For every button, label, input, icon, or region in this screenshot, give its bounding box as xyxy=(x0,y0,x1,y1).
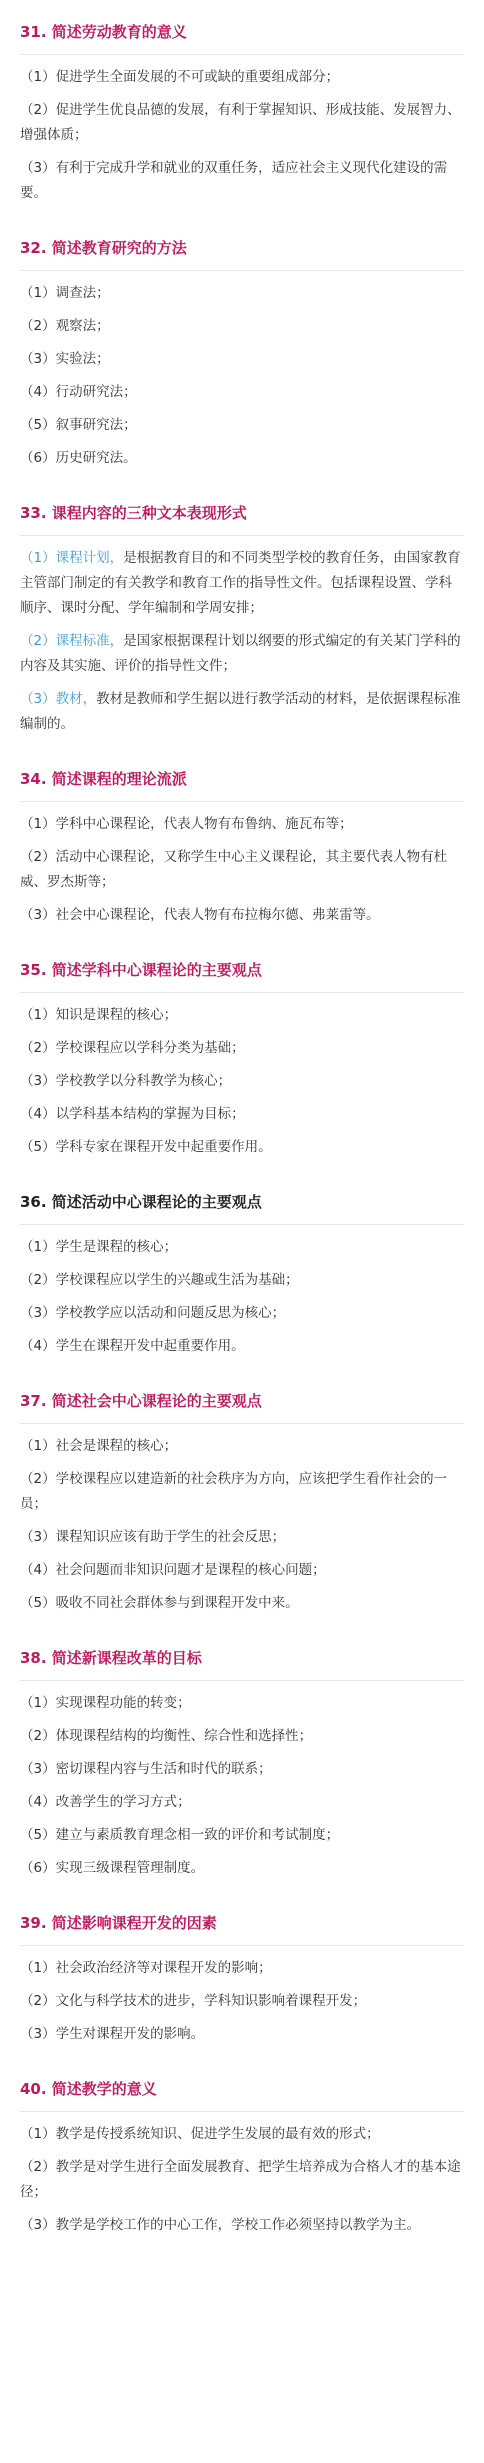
section-header xyxy=(20,1377,464,1424)
answer-item xyxy=(20,1003,464,1028)
answer-item-text: （3）学校教学应以活动和问题反思为核心； xyxy=(20,1305,286,1321)
answer-item xyxy=(20,380,464,405)
question-section xyxy=(20,8,464,206)
answer-item-text: （1）促进学生全面发展的不可或缺的重要组成部分； xyxy=(20,69,340,85)
answer-item xyxy=(20,1069,464,1094)
answer-item-text: （3）学校教学以分科教学为核心； xyxy=(20,1073,232,1089)
section-header xyxy=(20,2065,464,2112)
answer-item xyxy=(20,903,464,928)
answer-item-text: （1）教学是传授系统知识、促进学生发展的最有效的形式； xyxy=(20,2126,380,2142)
answer-item xyxy=(20,2122,464,2147)
answer-item-text: （2）教学是对学生进行全面发展教育、把学生培养成为合格人才的基本途径； xyxy=(20,2159,461,2200)
section-header xyxy=(20,489,464,536)
answer-item xyxy=(20,413,464,438)
answer-item xyxy=(20,546,464,621)
answer-item-text: （5）学科专家在课程开发中起重要作用。 xyxy=(20,1139,272,1155)
answer-item xyxy=(20,1724,464,1749)
answer-item-text: 是根据教育目的和不同类型学校的教育任务，由国家教育主管部门制定的有关教学和教育工作的指导性文件。包括课程设置、学科顺序、课时分配、学年编制和学周安排； xyxy=(20,550,461,616)
answer-item xyxy=(20,1135,464,1160)
question-section xyxy=(20,755,464,928)
answer-item xyxy=(20,1334,464,1359)
answer-item-text: （2）学校课程应以建造新的社会秩序为方向，应该把学生看作社会的一员； xyxy=(20,1471,448,1512)
answer-item-text: （4）改善学生的学习方式； xyxy=(20,1794,191,1810)
question-section xyxy=(20,1377,464,1616)
section-title: 37. 简述社会中心课程论的主要观点 xyxy=(20,1392,262,1410)
answer-item xyxy=(20,687,464,737)
answer-item-text: （3）实验法； xyxy=(20,351,110,367)
question-section xyxy=(20,489,464,737)
answer-item-text: （3）密切课程内容与生活和时代的联系； xyxy=(20,1761,272,1777)
question-section xyxy=(20,2065,464,2238)
answer-item-text: （4）社会问题而非知识问题才是课程的核心问题； xyxy=(20,1562,326,1578)
answer-item xyxy=(20,1856,464,1881)
section-header xyxy=(20,224,464,271)
question-section xyxy=(20,1634,464,1881)
answer-item-lead: （3）教材， xyxy=(20,691,97,707)
question-section xyxy=(20,946,464,1160)
answer-item-text: （5）叙事研究法； xyxy=(20,417,137,433)
answer-item xyxy=(20,1235,464,1260)
answer-item xyxy=(20,1591,464,1616)
section-header xyxy=(20,1899,464,1946)
answer-item xyxy=(20,1102,464,1127)
answer-item xyxy=(20,629,464,679)
answer-item-text: （4）行动研究法； xyxy=(20,384,137,400)
answer-item xyxy=(20,156,464,206)
answer-item xyxy=(20,98,464,148)
answer-item xyxy=(20,2155,464,2205)
answer-item xyxy=(20,845,464,895)
answer-item-text: （3）教学是学校工作的中心工作，学校工作必须坚持以教学为主。 xyxy=(20,2217,421,2233)
section-title: 38. 简述新课程改革的目标 xyxy=(20,1649,202,1667)
answer-item xyxy=(20,1558,464,1583)
answer-item-text: （2）观察法； xyxy=(20,318,110,334)
answer-item-text: （2）文化与科学技术的进步，学科知识影响着课程开发； xyxy=(20,1993,367,2009)
answer-item-text: 是国家根据课程计划以纲要的形式编定的有关某门学科的内容及其实施、评价的指导性文件； xyxy=(20,633,461,674)
answer-item-text: （1）调查法； xyxy=(20,285,110,301)
answer-item xyxy=(20,1757,464,1782)
section-title: 35. 简述学科中心课程论的主要观点 xyxy=(20,961,262,979)
answer-item-lead: （2）课程标准， xyxy=(20,633,124,649)
answer-item-text: （2）学校课程应以学科分类为基础； xyxy=(20,1040,245,1056)
question-section xyxy=(20,1899,464,2047)
section-title: 32. 简述教育研究的方法 xyxy=(20,239,187,257)
answer-item xyxy=(20,2213,464,2238)
answer-item-text: （5）建立与素质教育理念相一致的评价和考试制度； xyxy=(20,1827,340,1843)
answer-item xyxy=(20,65,464,90)
answer-item-text: （1）社会是课程的核心； xyxy=(20,1438,178,1454)
answer-item-text: （1）知识是课程的核心； xyxy=(20,1007,178,1023)
answer-item xyxy=(20,1467,464,1517)
answer-item-text: （2）促进学生优良品德的发展，有利于掌握知识、形成技能、发展智力、增强体质； xyxy=(20,102,461,143)
answer-item-lead: （1）课程计划， xyxy=(20,550,124,566)
question-section xyxy=(20,1178,464,1359)
answer-item xyxy=(20,347,464,372)
section-title: 39. 简述影响课程开发的因素 xyxy=(20,1914,217,1932)
answer-item-text: （4）学生在课程开发中起重要作用。 xyxy=(20,1338,245,1354)
section-title: 36. 简述活动中心课程论的主要观点 xyxy=(20,1193,262,1211)
answer-item-text: （2）活动中心课程论，又称学生中心主义课程论，其主要代表人物有杜威、罗杰斯等； xyxy=(20,849,448,890)
answer-item-text: （1）学生是课程的核心； xyxy=(20,1239,178,1255)
answer-item xyxy=(20,314,464,339)
answer-item xyxy=(20,1434,464,1459)
section-header xyxy=(20,755,464,802)
section-title: 34. 简述课程的理论流派 xyxy=(20,770,187,788)
answer-item xyxy=(20,1823,464,1848)
section-header xyxy=(20,946,464,993)
section-header xyxy=(20,1178,464,1225)
answer-item xyxy=(20,1790,464,1815)
answer-item-text: （3）课程知识应该有助于学生的社会反思； xyxy=(20,1529,286,1545)
answer-item xyxy=(20,1956,464,1981)
answer-item-text: （2）体现课程结构的均衡性、综合性和选择性； xyxy=(20,1728,313,1744)
answer-item-text: （3）社会中心课程论，代表人物有布拉梅尔德、弗莱雷等。 xyxy=(20,907,380,923)
answer-item xyxy=(20,1989,464,2014)
section-title: 33. 课程内容的三种文本表现形式 xyxy=(20,504,247,522)
answer-item xyxy=(20,2022,464,2047)
answer-item-text: （1）学科中心课程论，代表人物有布鲁纳、施瓦布等； xyxy=(20,816,353,832)
answer-item-text: （5）吸收不同社会群体参与到课程开发中来。 xyxy=(20,1595,299,1611)
answer-item-text: （1）实现课程功能的转变； xyxy=(20,1695,191,1711)
section-title: 31. 简述劳动教育的意义 xyxy=(20,23,187,41)
section-header xyxy=(20,1634,464,1681)
question-section xyxy=(20,224,464,471)
answer-item xyxy=(20,1691,464,1716)
answer-item-text: （6）历史研究法。 xyxy=(20,450,137,466)
answer-item-text: （1）社会政治经济等对课程开发的影响； xyxy=(20,1960,272,1976)
answer-item-text: （3）学生对课程开发的影响。 xyxy=(20,2026,205,2042)
answer-item-text: 教材是教师和学生据以进行教学活动的材料，是依据课程标准编制的。 xyxy=(20,691,461,732)
answer-item xyxy=(20,812,464,837)
section-title: 40. 简述教学的意义 xyxy=(20,2080,157,2098)
answer-item-text: （4）以学科基本结构的掌握为目标； xyxy=(20,1106,245,1122)
section-header xyxy=(20,8,464,55)
answer-item xyxy=(20,1036,464,1061)
answer-item-text: （6）实现三级课程管理制度。 xyxy=(20,1860,205,1876)
answer-item xyxy=(20,1525,464,1550)
answer-item xyxy=(20,1268,464,1293)
answer-item xyxy=(20,446,464,471)
answer-item xyxy=(20,281,464,306)
answer-item-text: （3）有利于完成升学和就业的双重任务，适应社会主义现代化建设的需要。 xyxy=(20,160,448,201)
answer-item-text: （2）学校课程应以学生的兴趣或生活为基础； xyxy=(20,1272,299,1288)
answer-item xyxy=(20,1301,464,1326)
